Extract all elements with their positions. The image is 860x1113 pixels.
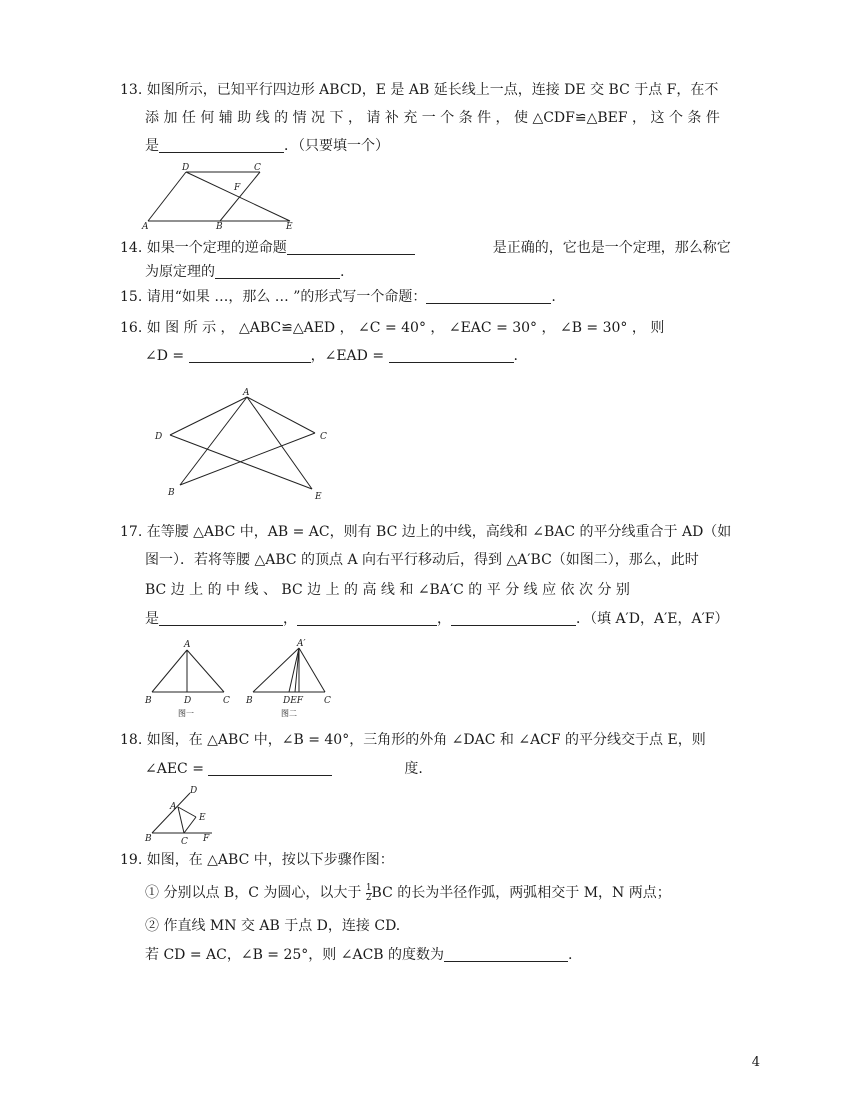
q15-answer-blank[interactable] — [426, 289, 551, 304]
q14-line1-prefix: 14. 如果一个定理的逆命题 — [120, 240, 287, 256]
q16-label-a: A — [243, 388, 250, 398]
q16-angle-ead-label: ，∠EAD = — [310, 348, 385, 364]
q13-label-e: E — [286, 222, 293, 230]
q17-sep-2: ， — [437, 611, 451, 627]
q17-fig1-label-a: A — [184, 640, 191, 650]
q13-label-b: B — [216, 222, 223, 230]
page-number: 4 — [751, 1055, 760, 1070]
q18-label-a: A — [170, 802, 177, 812]
q19-step1-b: BC 的长为半径作弧，两弧相交于 M，N 两点； — [371, 885, 671, 901]
q18-triangle-figure — [140, 783, 220, 849]
q18-line2 — [145, 759, 423, 779]
q18-answer-blank[interactable] — [208, 761, 332, 776]
q16-line2 — [145, 346, 518, 366]
q14-answer-blank-1[interactable] — [287, 240, 415, 255]
q18-label-d: D — [190, 786, 198, 796]
q14-line1 — [120, 238, 731, 258]
q17-fig1-label-b: B — [145, 696, 152, 706]
q13-label-d: D — [182, 163, 190, 173]
q13-line3-prefix: 是 — [145, 138, 159, 154]
q16-triangles-figure — [150, 385, 340, 505]
q16-label-b: B — [168, 488, 175, 498]
q14-line2-suffix: . — [340, 264, 345, 280]
q19-step1-a: ① 分别以点 B，C 为圆心，以大于 — [145, 885, 362, 901]
q17-figure-2 — [243, 638, 343, 720]
q17-fig2-label-c: C — [324, 696, 331, 706]
q14-line2-prefix: 为原定理的 — [145, 264, 215, 280]
q18-line1: 18. 如图，在 △ABC 中，∠B = 40°，三角形的外角 ∠DAC 和 ∠ACF 的平分线交于点 E，则 — [120, 732, 706, 748]
q13-parallelogram-figure — [140, 160, 300, 230]
q17-line1: 17. 在等腰 △ABC 中，AB = AC，则有 BC 边上的中线，高线和 ∠BAC 的平分线重合于 AD（如 — [120, 524, 732, 540]
q13-line2: 添 加 任 何 辅 助 线 的 情 况 下 ， 请 补 充 一 个 条 件 ， 使 △CDF≌△BEF ， 这 个 条 件 — [145, 110, 720, 126]
q17-fig2-caption: 图二 — [281, 709, 297, 718]
q17-line2: 图一）．若将等腰 △ABC 的顶点 A 向右平行移动后，得到 △A′BC（如图二），那么，此时 — [145, 552, 699, 568]
q16-line1: 16. 如 图 所 示 ， △ABC≌△AED ， ∠C = 40° ， ∠EAC = 30° ， ∠B = 30° ， 则 — [120, 320, 665, 336]
q14-line1-suffix: 是正确的，它也是一个定理，那么称它 — [492, 240, 731, 256]
q15-suffix: . — [551, 289, 556, 305]
q17-fig2-label-a-prime: A′ — [297, 639, 306, 649]
q19-line1: 19. 如图，在 △ABC 中，按以下步骤作图： — [120, 852, 394, 868]
q17-answer-blank-1[interactable] — [159, 611, 283, 626]
q16-label-c: C — [320, 432, 327, 442]
q17-fig1-caption: 图一 — [178, 709, 194, 718]
q13-line3-suffix: ．（只要填一个） — [284, 138, 389, 154]
q17-line3: BC 边 上 的 中 线 、 BC 边 上 的 高 线 和 ∠BA′C 的 平 分 线 应 依 次 分 别 — [145, 582, 630, 598]
q13-line3 — [145, 136, 389, 156]
q13-label-c: C — [254, 163, 261, 173]
q17-line4-prefix: 是 — [145, 611, 159, 627]
q17-answer-blank-3[interactable] — [451, 611, 576, 626]
q19-step2: ② 作直线 MN 交 AB 于点 D，连接 CD. — [145, 918, 401, 934]
q15-line — [120, 287, 556, 307]
q18-label-c: C — [181, 837, 188, 847]
q14-line2 — [145, 262, 344, 282]
q17-figure-1 — [140, 638, 240, 720]
q16-label-d: D — [155, 432, 163, 442]
q17-line4 — [145, 609, 728, 629]
q17-answer-blank-2[interactable] — [297, 611, 437, 626]
q18-label-b: B — [145, 834, 152, 844]
q18-line2-suffix: 度. — [404, 761, 423, 777]
q19-line4-suffix: . — [568, 947, 573, 963]
q17-fig2-label-def: DEF — [283, 696, 304, 706]
q16-answer-blank-1[interactable] — [189, 348, 311, 363]
q13-answer-blank[interactable] — [159, 138, 284, 153]
q19-step1 — [145, 883, 671, 903]
q17-fig1-label-c: C — [223, 696, 230, 706]
q15-prefix: 15. 请用“如果 …，那么 … ”的形式写一个命题： — [120, 289, 427, 305]
q16-angle-d-label: ∠D = — [145, 348, 185, 364]
q18-line2-prefix: ∠AEC = — [145, 761, 204, 777]
q16-label-e: E — [315, 492, 322, 502]
q13-label-a: A — [142, 222, 149, 230]
q19-half-fraction: $\frac{1}{2}$ — [365, 882, 372, 903]
q16-line2-end: . — [513, 348, 518, 364]
q17-sep-1: ， — [283, 611, 297, 627]
q13-line1: 13. 如图所示，已知平行四边形 ABCD，E 是 AB 延长线上一点，连接 DE 交 BC 于点 F，在不 — [120, 82, 719, 98]
q14-answer-blank-2[interactable] — [215, 264, 340, 279]
q18-label-e: E — [199, 813, 206, 823]
q19-line4-prefix: 若 CD = AC，∠B = 25°，则 ∠ACB 的度数为 — [145, 947, 445, 963]
q13-label-f: F — [234, 183, 241, 193]
q19-answer-blank[interactable] — [444, 947, 568, 962]
q17-line4-suffix: ．（填 A′D，A′E，A′F） — [576, 611, 729, 627]
q17-fig1-label-d: D — [184, 696, 192, 706]
q19-line4 — [145, 945, 573, 965]
q17-fig2-label-b: B — [246, 696, 253, 706]
q18-label-f: F — [203, 834, 210, 844]
q16-answer-blank-2[interactable] — [389, 348, 514, 363]
